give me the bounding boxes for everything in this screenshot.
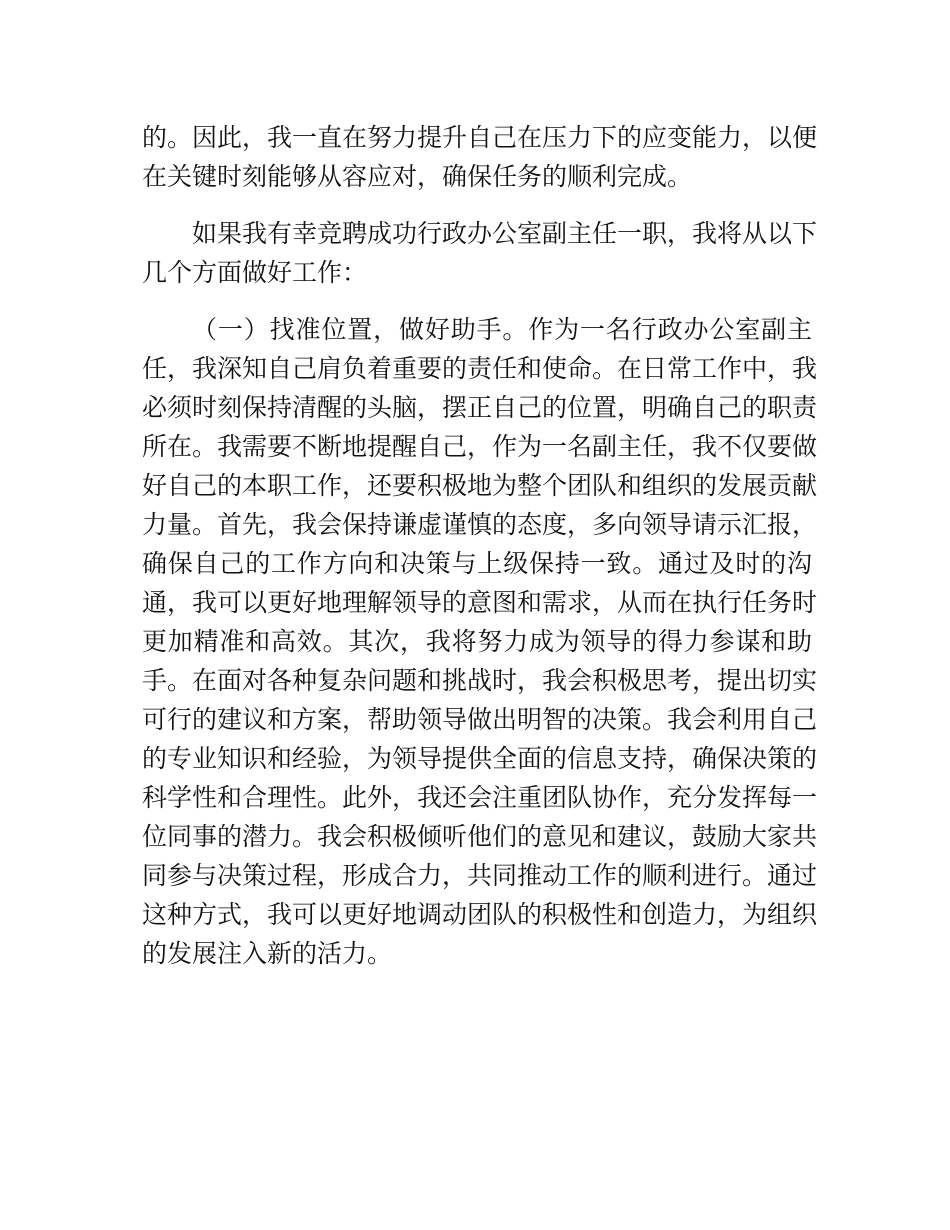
text-line: （一）找准位置，做好助手。作为一名行政办公室副主 (192, 315, 812, 344)
text-line: 如果我有幸竞聘成功行政办公室副主任一职，我将从以下 (192, 219, 818, 248)
text-line: 更加精准和高效。其次，我将努力成为领导的得力参谋和助 (142, 627, 812, 656)
text-line: 的发展注入新的活力。 (142, 939, 393, 968)
text-line: 在关键时刻能够从容应对，确保任务的顺利完成。 (142, 162, 693, 191)
text-line: 手。在面对各种复杂问题和挑战时，我会积极思考，提出切实 (142, 666, 818, 695)
text-line: 好自己的本职工作，还要积极地为整个团队和组织的发展贡献 (142, 471, 818, 500)
text-line: 位同事的潜力。我会积极倾听他们的意见和建议，鼓励大家共 (142, 822, 818, 851)
paragraph-3 (142, 310, 818, 973)
text-line: 这种方式，我可以更好地调动团队的积极性和创造力，为组织 (142, 900, 818, 929)
paragraph-spacer (142, 196, 812, 214)
paragraph-1 (142, 118, 818, 196)
text-line: 的专业知识和经验，为领导提供全面的信息支持，确保决策的 (142, 744, 818, 773)
text-line: 必须时刻保持清醒的头脑，摆正自己的位置，明确自己的职责 (142, 393, 818, 422)
text-line: 任，我深知自己肩负着重要的责任和使命。在日常工作中，我 (142, 354, 818, 383)
text-line: 的。因此，我一直在努力提升自己在压力下的应变能力，以便 (142, 123, 818, 152)
text-line: 确保自己的工作方向和决策与上级保持一致。通过及时的沟 (142, 549, 812, 578)
text-line: 科学性和合理性。此外，我还会注重团队协作，充分发挥每一 (142, 783, 818, 812)
document-body (142, 118, 818, 973)
text-line: 力量。首先，我会保持谦虚谨慎的态度，多向领导请示汇报， (142, 510, 818, 539)
text-line: 通，我可以更好地理解领导的意图和需求，从而在执行任务时 (142, 588, 818, 617)
text-line: 所在。我需要不断地提醒自己，作为一名副主任，我不仅要做 (142, 432, 818, 461)
paragraph-2 (142, 214, 818, 292)
text-line: 同参与决策过程，形成合力，共同推动工作的顺利进行。通过 (142, 861, 818, 890)
text-line: 可行的建议和方案，帮助领导做出明智的决策。我会利用自己 (142, 705, 818, 734)
paragraph-spacer (142, 292, 812, 310)
text-line: 几个方面做好工作： (142, 258, 368, 287)
